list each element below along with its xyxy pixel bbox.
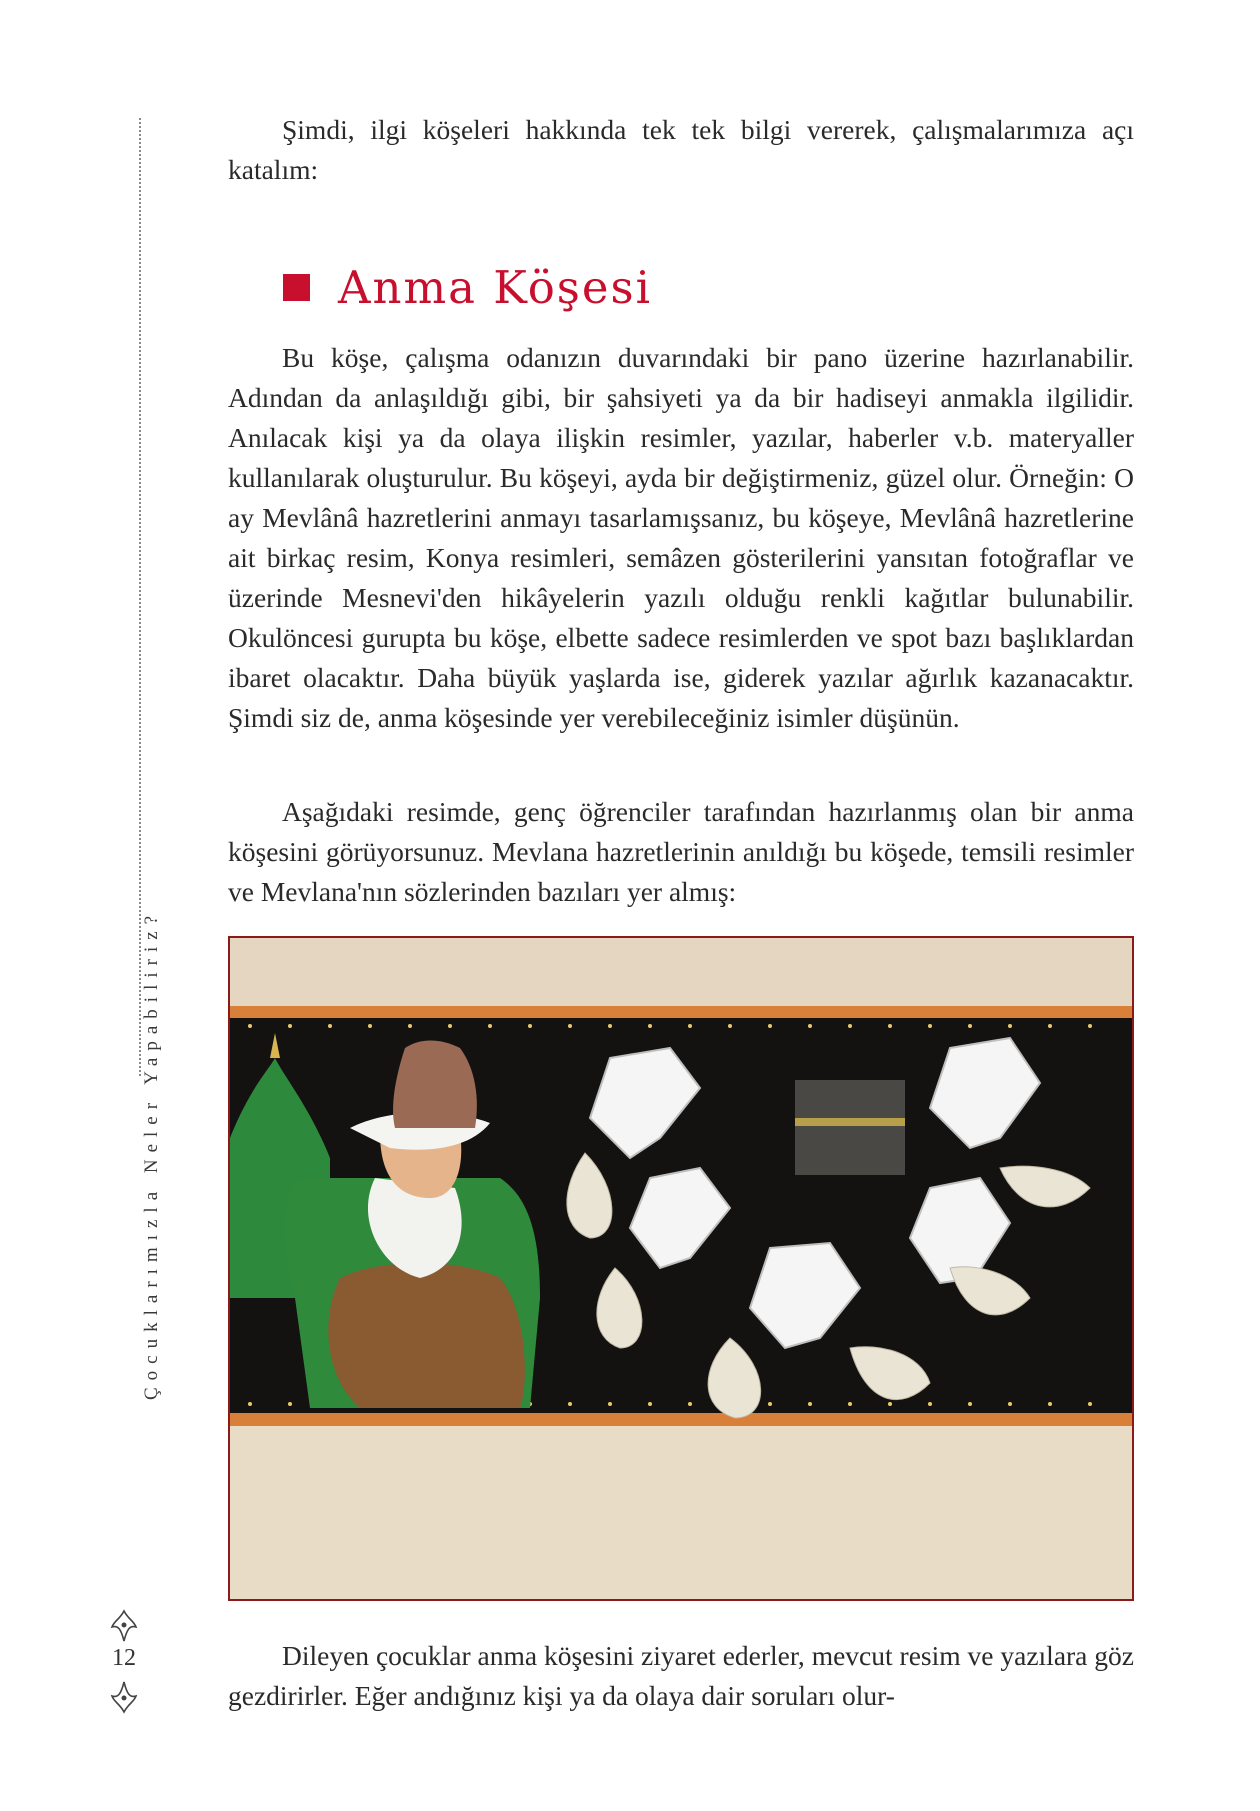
ornament-icon (110, 1609, 138, 1643)
intro-paragraph: Şimdi, ilgi köşeleri hakkında tek tek bilgi vererek, çalışmalarımıza açı katalım: (228, 114, 1134, 185)
running-title: Çocuklarımızla Neler Yapabiliriz? (141, 908, 162, 1400)
page-number: 12 (112, 1645, 136, 1671)
section-heading: Anma Köşesi (338, 261, 652, 314)
body-paragraph: Bu köşe, çalışma odanızın duvarındaki bir pano üzerine hazırlanabilir. Adından da anlaşıldığı gibi, bir şahsiyeti ya da bir hadiseyi anmakla ilgilidir. Anılacak kişi ya da olaya ilişkin resimler, yazılar, haberler v.b. materyaller kullanılarak oluşturulur. Bu köşeyi, ayda bir değiştirmeniz, güzel olur. Örneğin: O ay Mevlânâ hazretlerini anmayı tasarlamışsanız, bu köşeye, Mevlânâ hazretlerine ait birkaç resim, Konya resimleri, semâzen gösterilerini yansıtan fotoğraflar ve üzerinde Mesnevi'den hikâyelerin yazılı olduğu renkli kağıtlar bulunabilir. Okulöncesi gurupta bu köşe, elbette sadece resimlerden ve spot bazı başlıklardan ibaret olacaktır. Daha büyük yaşlarda ise, giderek yazılar ağırlık kazanacaktır. Şimdi siz de, anma köşesinde yer verebileceğiniz isimler düşünün. (228, 342, 1134, 733)
body-paragraph: Aşağıdaki resimde, genç öğrenciler tarafından hazırlanmış olan bir anma köşesini görüyorsunuz. Mevlana hazretlerinin anıldığı bu köşede, temsili resimler ve Mevlana'nın sözlerinden bazıları yer almış: (228, 796, 1134, 907)
body-paragraph: Dileyen çocuklar anma köşesini ziyaret ederler, mevcut resim ve yazılara göz gezdirirler. Eğer andığınız kişi ya da olaya dair soruları olur- (228, 1640, 1134, 1711)
heading-bullet-icon (283, 274, 310, 301)
ornament-icon (110, 1680, 138, 1714)
memorial-board-photo (228, 936, 1134, 1601)
